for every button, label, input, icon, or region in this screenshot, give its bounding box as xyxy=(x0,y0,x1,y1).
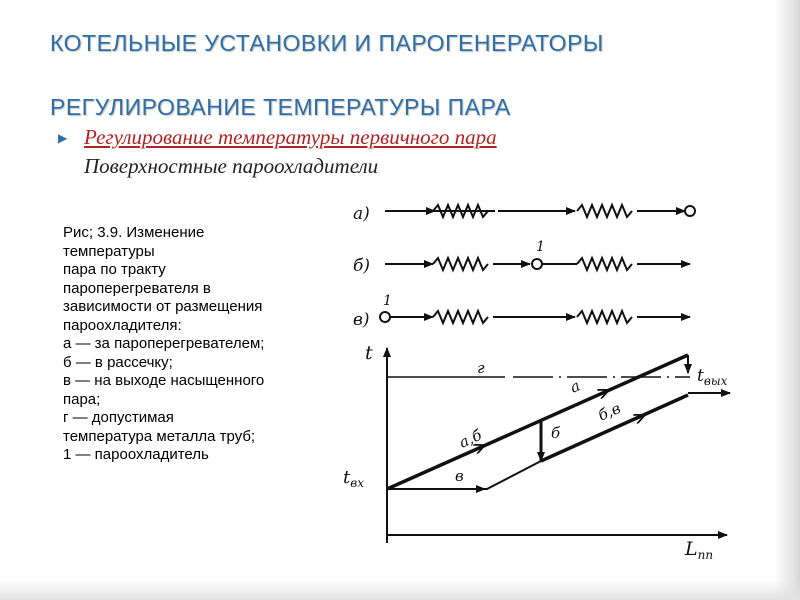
drop-b-label: б xyxy=(551,424,561,442)
caption-line: пароохладителя: xyxy=(63,316,182,334)
caption-line: Рис; 3.9. Изменение xyxy=(63,224,205,241)
scheme-b-label: б) xyxy=(353,256,371,276)
slide-title-line-1: КОТЕЛЬНЫЕ УСТАНОВКИ И ПАРОГЕНЕРАТОРЫ xyxy=(50,30,604,56)
caption-line: пара по тракту xyxy=(63,261,166,278)
heater-coil xyxy=(577,205,632,217)
heater-coil xyxy=(577,258,632,270)
caption-line: г — допустимая xyxy=(63,409,174,426)
line-a-label: а xyxy=(567,376,583,397)
caption-line: пароперегревателя в xyxy=(63,279,211,297)
t-in-label: $t_{вх}$ xyxy=(343,467,364,490)
subtitle-secondary: Поверхностные пароохладители xyxy=(84,154,379,178)
temperature-diagram-svg xyxy=(345,193,763,578)
temperature-graph xyxy=(343,342,730,562)
triangle-bullet-icon: ▶ xyxy=(58,131,68,145)
scheme-v-label: в) xyxy=(353,310,370,330)
slide-bottom-shadow xyxy=(0,580,800,600)
line-v-label: в xyxy=(455,467,464,485)
heater-coil xyxy=(577,311,632,323)
caption-line: зависимости от размещения xyxy=(63,298,263,315)
desuperheater-label: 1 xyxy=(536,239,545,255)
scheme-a xyxy=(353,204,695,224)
slide-edge-shadow xyxy=(774,0,800,600)
caption-line: а — за пароперегревателем; xyxy=(63,335,265,352)
heater-coil xyxy=(433,205,488,217)
line-a-b xyxy=(387,355,688,489)
desuperheater-circle xyxy=(532,259,542,269)
caption-line: б — в рассечку; xyxy=(63,353,173,371)
temperature-diagram-figure xyxy=(345,193,763,578)
line-b-v-label: б,в xyxy=(595,398,624,425)
caption-line: 1 — пароохладитель xyxy=(63,446,209,463)
line-g-label: г xyxy=(477,359,485,377)
caption-line: в — на выходе насыщенного xyxy=(63,372,265,389)
desuperheater-circle xyxy=(380,312,390,322)
x-axis-label: $L_{пп}$ xyxy=(685,538,714,562)
caption-line: температуры xyxy=(63,242,155,260)
desuperheater-label: 1 xyxy=(383,293,392,309)
line-a-b-label: а,б xyxy=(456,425,485,452)
heater-coil xyxy=(433,311,488,323)
t-out-label: $t_{вых}$ xyxy=(697,366,728,388)
scheme-a-label: а) xyxy=(353,204,370,224)
figure-caption xyxy=(63,224,313,465)
desuperheater-circle xyxy=(685,206,695,216)
caption-line: пара; xyxy=(63,390,101,408)
slide-title-line-2: РЕГУЛИРОВАНИЕ ТЕМПЕРАТУРЫ ПАРА xyxy=(50,94,511,120)
scheme-b xyxy=(353,239,690,276)
y-axis-label: t xyxy=(365,342,373,364)
caption-line: температура металла труб; xyxy=(63,427,256,445)
scheme-v xyxy=(353,293,690,330)
heater-coil xyxy=(433,258,488,270)
subtitle: Регулирование температуры первичного пара xyxy=(84,125,497,149)
line-v xyxy=(387,461,541,489)
